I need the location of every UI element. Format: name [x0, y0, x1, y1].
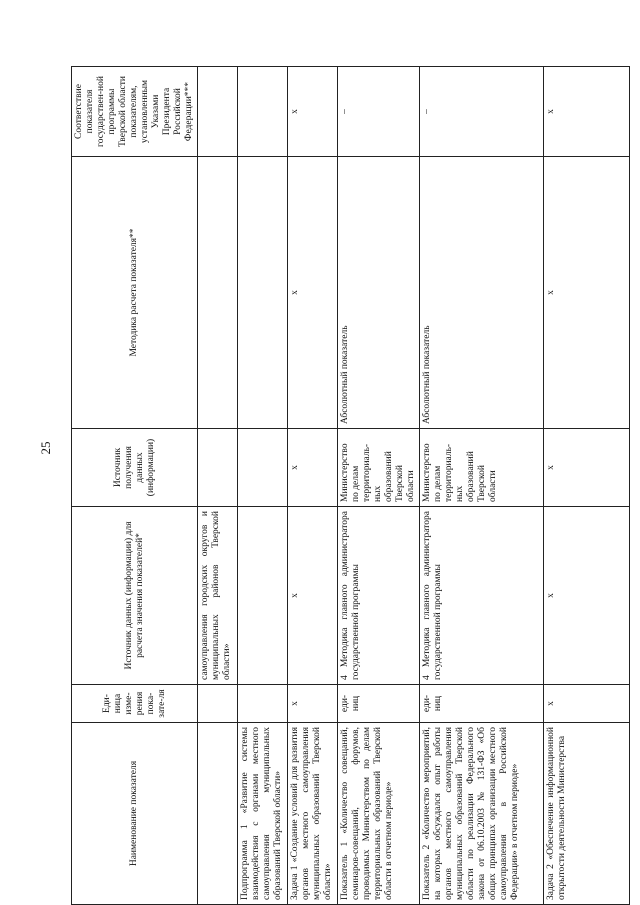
- cell-method: [238, 157, 288, 429]
- cell-source-calc: х: [288, 507, 338, 685]
- cell-compliance: –: [420, 67, 544, 157]
- table-row: [198, 67, 238, 905]
- page-number: 25: [38, 441, 53, 455]
- cell-name: Подпрограмма 1 «Развитие системы взаимодействия с органами местного самоуправления муниципальных образований Тверской области»: [238, 723, 288, 905]
- cell-method: Абсолютный показатель: [420, 157, 544, 429]
- cell-unit: х: [544, 685, 630, 723]
- cell-unit: еди-ниц: [338, 685, 420, 723]
- cell-compliance: [198, 67, 238, 157]
- cell-name: Задача 1 «Создание условий для развития органов местного самоуправления муниципальных образований Тверской области»: [288, 723, 338, 905]
- cell-unit: [238, 685, 288, 723]
- indicators-table: [71, 66, 630, 905]
- table-row: [288, 67, 338, 905]
- cell-name: Показатель 1 «Количество совещаний, семинаров-совещаний, форумов, проводимых Министерством по делам территориальных образований Тверской области в отчетном периоде»: [338, 723, 420, 905]
- cell-source-calc: [238, 507, 288, 685]
- cell-method: [198, 157, 238, 429]
- table-row: [238, 67, 288, 905]
- cell-name: [198, 723, 238, 905]
- rotated-table-wrapper: [71, 67, 601, 905]
- cell-source-info: х: [544, 429, 630, 507]
- table-row: [420, 67, 544, 905]
- cell-compliance: –: [338, 67, 420, 157]
- cell-compliance: [238, 67, 288, 157]
- cell-name: Показатель 2 «Количество мероприятий, на которых обсуждался опыт работы органов местного самоуправления муниципальных образований Тверской области по реализации Федерального закона от 06.10.2003 № 131-ФЗ «Об общих принципах организации местного самоуправления в Российской Федерации» в отчетном периоде»: [420, 723, 544, 905]
- header-unit: Еди-ница изме-рения пока-зате-ля: [72, 685, 198, 723]
- cell-source-info: х: [288, 429, 338, 507]
- cell-source-calc: 4 Методика главного администратора государственной программы: [338, 507, 420, 685]
- header-source-info: Источник получения данных (информации): [72, 429, 198, 507]
- cell-unit: х: [288, 685, 338, 723]
- cell-method: х: [288, 157, 338, 429]
- header-name: Наименование показателя: [72, 723, 198, 905]
- header-method: Методика расчета показателя**: [72, 157, 198, 429]
- cell-compliance: х: [288, 67, 338, 157]
- cell-source-calc: самоуправления городских округов и муниципальных районов Тверской области»: [198, 507, 238, 685]
- table-row: [544, 67, 630, 905]
- cell-method: х: [544, 157, 630, 429]
- cell-source-info: [198, 429, 238, 507]
- header-row: [72, 67, 198, 905]
- cell-unit: [198, 685, 238, 723]
- cell-source-calc: х: [544, 507, 630, 685]
- cell-name: Задача 2 «Обеспечение информационной открытости деятельности Министерства: [544, 723, 630, 905]
- cell-source-info: Министерство по делам территориаль-ных образований Тверской области: [420, 429, 544, 507]
- cell-unit: еди-ниц: [420, 685, 544, 723]
- cell-source-info: Министерство по делам территориаль-ных образований Тверской области: [338, 429, 420, 507]
- header-source-calc: Источник данных (информации) для расчета значения показателей*: [72, 507, 198, 685]
- cell-method: Абсолютный показатель: [338, 157, 420, 429]
- header-compliance: Соответствие показателя государствен-ной программы Тверской области показателям, установленным Указами Президента Российской Федерации***: [72, 67, 198, 157]
- table-row: [338, 67, 420, 905]
- cell-source-info: [238, 429, 288, 507]
- cell-source-calc: 4 Методика главного администратора государственной программы: [420, 507, 544, 685]
- cell-compliance: х: [544, 67, 630, 157]
